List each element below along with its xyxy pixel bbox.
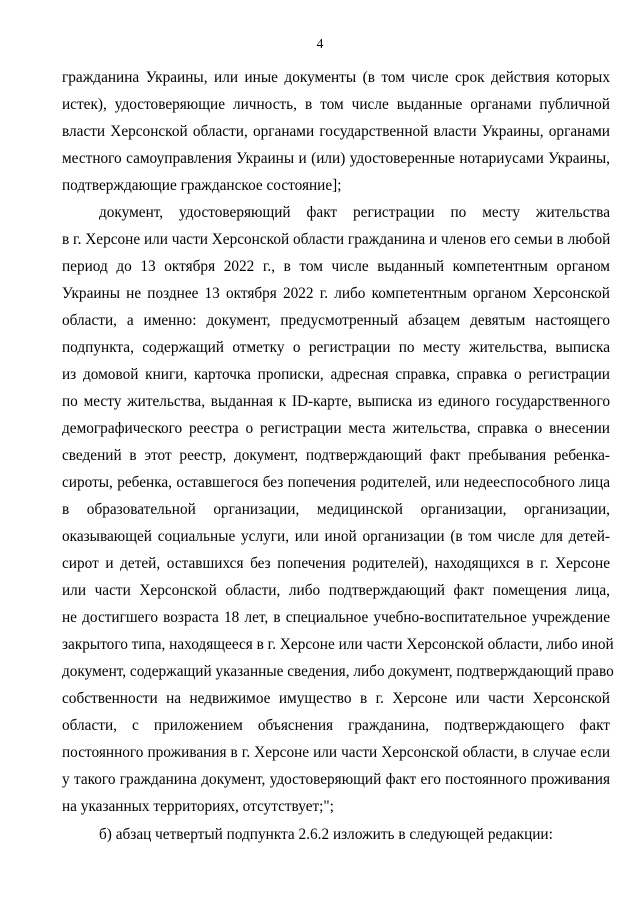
text-line: в образовательной организации, медицинской организации, организации,: [62, 501, 610, 518]
text-line: области, а именно: документ, предусмотренный абзацем девятым настоящего: [62, 312, 610, 329]
text-line: документ, удостоверяющий факт регистрации по месту жительства: [99, 204, 610, 221]
text-line: постоянного проживания в г. Херсоне или части Херсонской области, в случае если: [62, 744, 610, 761]
text-line: власти Херсонской области, органами государственной власти Украины, органами: [62, 123, 610, 140]
text-line: не достигшего возраста 18 лет, в специальное учебно-воспитательное учреждение: [62, 609, 610, 626]
text-line: подтверждающие гражданское состояние];: [62, 177, 342, 194]
text-line: истек), удостоверяющие личность, в том числе выданные органами публичной: [62, 96, 610, 113]
text-line: местного самоуправления Украины и (или) удостоверенные нотариусами Украины,: [62, 150, 610, 167]
text-line: период до 13 октября 2022 г., в том числе выданный компетентным органом: [62, 258, 610, 275]
text-line: или части Херсонской области, либо подтверждающий факт помещения лица,: [62, 582, 610, 599]
text-line: по месту жительства, выданная к ID-карте, выписка из единого государственного: [62, 393, 610, 410]
text-line: сироты, ребенка, оставшегося без попечения родителей, или недееспособного лица: [62, 474, 610, 491]
text-line: демографического реестра о регистрации места жительства, справка о внесении: [62, 420, 610, 437]
text-line: закрытого типа, находящееся в г. Херсоне или части Херсонской области, либо иной: [62, 636, 614, 653]
text-line: из домовой книги, карточка прописки, адресная справка, справка о регистрации: [62, 366, 610, 383]
page-number: 4: [316, 36, 324, 51]
text-line: подпункта, содержащий отметку о регистрации по месту жительства, выписка: [62, 339, 610, 356]
text-line: области, с приложением объяснения гражданина, подтверждающего факт: [62, 717, 610, 734]
text-line: у такого гражданина документ, удостоверяющий факт его постоянного проживания: [62, 771, 610, 788]
text-line: собственности на недвижимое имущество в г. Херсоне или части Херсонской: [62, 690, 610, 707]
text-line: гражданина Украины, или иные документы (в том числе срок действия которых: [62, 69, 610, 86]
text-line: сведений в этот реестр, документ, подтверждающий факт пребывания ребенка-: [62, 447, 610, 464]
text-line: Украины не позднее 13 октября 2022 г. либо компетентным органом Херсонской: [62, 285, 610, 302]
text-line: сирот и детей, оставшихся без попечения родителей), находящихся в г. Херсоне: [62, 555, 610, 572]
text-line: оказывающей социальные услуги, или иной организации (в том числе для детей-: [62, 528, 610, 545]
text-line: в г. Херсоне или части Херсонской области гражданина и членов его семьи в любой: [62, 231, 611, 248]
text-line: б) абзац четвертый подпункта 2.6.2 изложить в следующей редакции:: [99, 826, 553, 843]
text-line: документ, содержащий указанные сведения, либо документ, подтверждающий право: [62, 663, 614, 680]
text-line: на указанных территориях, отсутствует;";: [62, 798, 334, 815]
